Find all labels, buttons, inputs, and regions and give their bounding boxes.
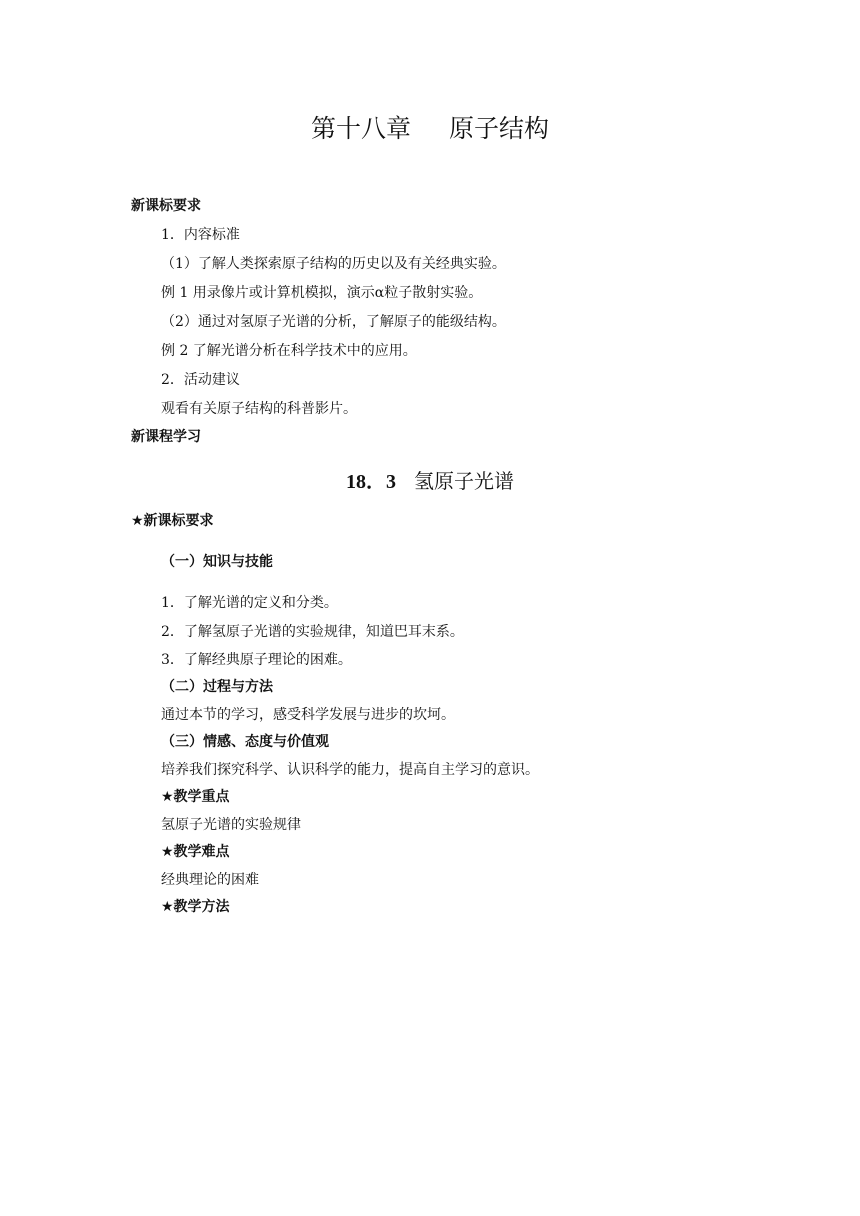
process-text: 通过本节的学习，感受科学发展与进步的坎坷。 (161, 707, 455, 723)
content-standard-example-2: 例 2 了解光谱分析在科学技术中的应用。 (161, 343, 417, 359)
content-standard-item-2: （2）通过对氢原子光谱的分析，了解原子的能级结构。 (161, 314, 506, 330)
activity-heading: 2．活动建议 (161, 372, 240, 388)
section-number: 18．3 (346, 471, 396, 493)
knowledge-item-2: 2．了解氢原子光谱的实验规律，知道巴耳末系。 (161, 624, 464, 640)
section-name: 氢原子光谱 (414, 469, 514, 493)
chapter-name: 原子结构 (449, 114, 550, 143)
method-heading: ★教学方法 (161, 899, 230, 915)
knowledge-item-1: 1．了解光谱的定义和分类。 (161, 595, 338, 611)
knowledge-heading: （一）知识与技能 (161, 554, 273, 570)
process-heading: （二）过程与方法 (161, 679, 273, 695)
difficulty-text: 经典理论的困难 (161, 872, 259, 888)
emotion-text: 培养我们探究科学、认识科学的能力，提高自主学习的意识。 (161, 762, 539, 778)
star-standards-heading: ★新课标要求 (131, 513, 214, 529)
activity-text: 观看有关原子结构的科普影片。 (161, 401, 357, 417)
section-title (0, 471, 860, 492)
standards-heading: 新课标要求 (131, 198, 201, 214)
content-standard-example-1: 例 1 用录像片或计算机模拟，演示α粒子散射实验。 (161, 285, 483, 301)
chapter-number: 第十八章 (310, 114, 411, 143)
content-standard-heading: 1．内容标准 (161, 227, 240, 243)
difficulty-heading: ★教学难点 (161, 844, 230, 860)
emotion-heading: （三）情感、态度与价值观 (161, 734, 329, 750)
chapter-title (0, 116, 860, 141)
course-heading: 新课程学习 (131, 429, 201, 445)
content-standard-item-1: （1）了解人类探索原子结构的历史以及有关经典实验。 (161, 256, 506, 272)
knowledge-item-3: 3．了解经典原子理论的困难。 (161, 652, 352, 668)
key-point-text: 氢原子光谱的实验规律 (161, 817, 301, 833)
key-point-heading: ★教学重点 (161, 789, 230, 805)
